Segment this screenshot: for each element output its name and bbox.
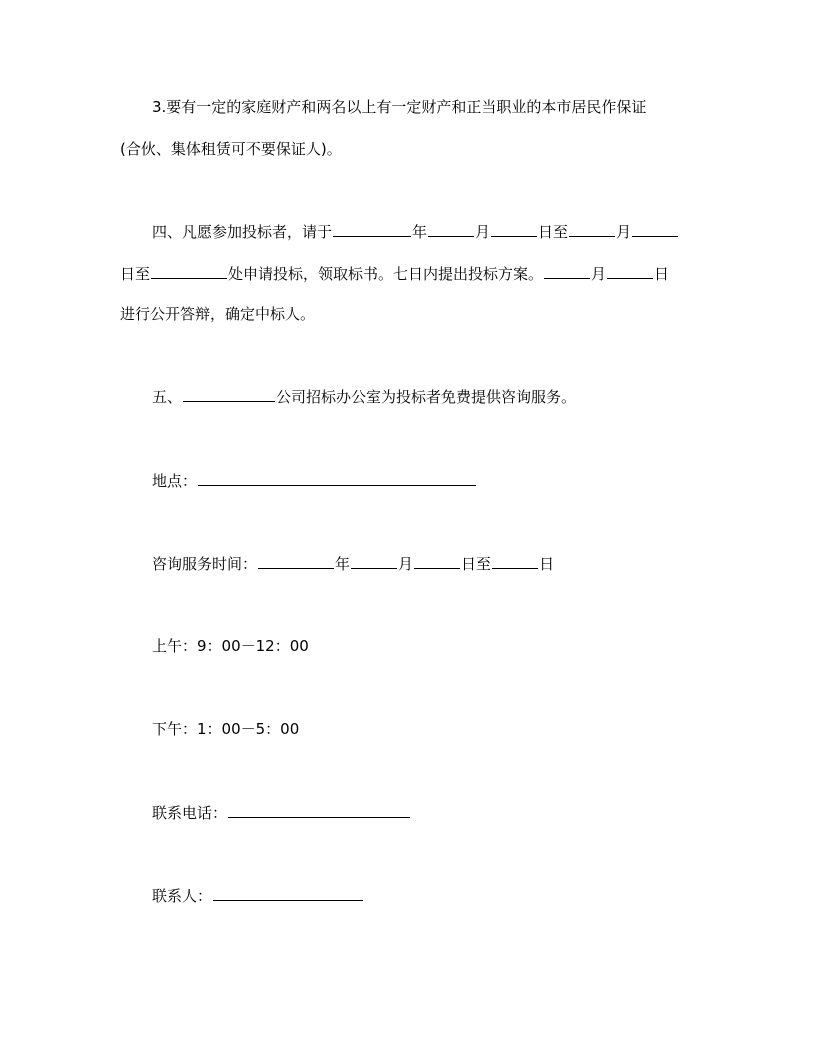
phone-line [152,802,411,823]
day-to-label: 日至 [538,223,569,241]
month-label-3: 月 [591,265,607,283]
section4-line2 [120,263,669,284]
location-blank[interactable] [151,263,227,279]
day-label-3: 日 [654,265,670,283]
company-blank[interactable] [183,386,275,402]
consult-day-label: 日 [539,555,555,573]
date-blank-month[interactable] [428,221,474,237]
consult-blank-day[interactable] [414,553,460,569]
contact-label: 联系人： [152,887,213,905]
afternoon-line [152,719,299,739]
section5-prefix: 五、 [152,388,183,406]
month-label: 月 [475,223,491,241]
day-to-label-2: 日至 [120,265,151,283]
consult-time-line [152,553,554,574]
date-blank-month-2[interactable] [569,221,615,237]
consult-day-to-label: 日至 [461,555,492,573]
section4-line1 [152,221,679,242]
section3-text-1: 3.要有一定的家庭财产和两名以上有一定财产和正当职业的本市居民作保证 [152,98,647,116]
morning-hours: 上午：9：00－12：00 [152,637,309,655]
afternoon-hours: 下午：1：00－5：00 [152,720,300,738]
contact-line [152,885,364,906]
contact-field[interactable] [213,885,363,901]
month-label-2: 月 [616,223,632,241]
section4-line3 [120,304,315,324]
morning-line [152,636,309,656]
section4-text-3: 进行公开答辩，确定中标人。 [120,305,316,323]
consult-blank-year[interactable] [258,553,334,569]
date-blank-year[interactable] [333,221,411,237]
year-label: 年 [412,223,428,241]
consult-year-label: 年 [335,555,351,573]
location-label: 地点： [152,472,198,490]
section5-suffix: 公司招标办公室为投标者免费提供咨询服务。 [276,388,577,406]
section3-line1 [152,97,646,117]
date-blank-day-3[interactable] [607,263,653,279]
consult-blank-month[interactable] [351,553,397,569]
date-blank-month-3[interactable] [544,263,590,279]
date-blank-day-2[interactable] [632,221,678,237]
section5-line [152,386,576,407]
section3-line2 [120,139,342,159]
phone-label: 联系电话： [152,804,228,822]
apply-text: 处申请投标，领取标书。七日内提出投标方案。 [228,265,544,283]
consult-time-label: 咨询服务时间： [152,555,258,573]
section3-text-2: (合伙、集体租赁可不要保证人)。 [120,140,342,158]
location-line [152,470,477,491]
phone-field[interactable] [228,802,410,818]
section4-prefix: 四、凡愿参加投标者，请于 [152,223,333,241]
consult-month-label: 月 [398,555,414,573]
location-field[interactable] [198,470,476,486]
consult-blank-day-2[interactable] [492,553,538,569]
date-blank-day[interactable] [491,221,537,237]
